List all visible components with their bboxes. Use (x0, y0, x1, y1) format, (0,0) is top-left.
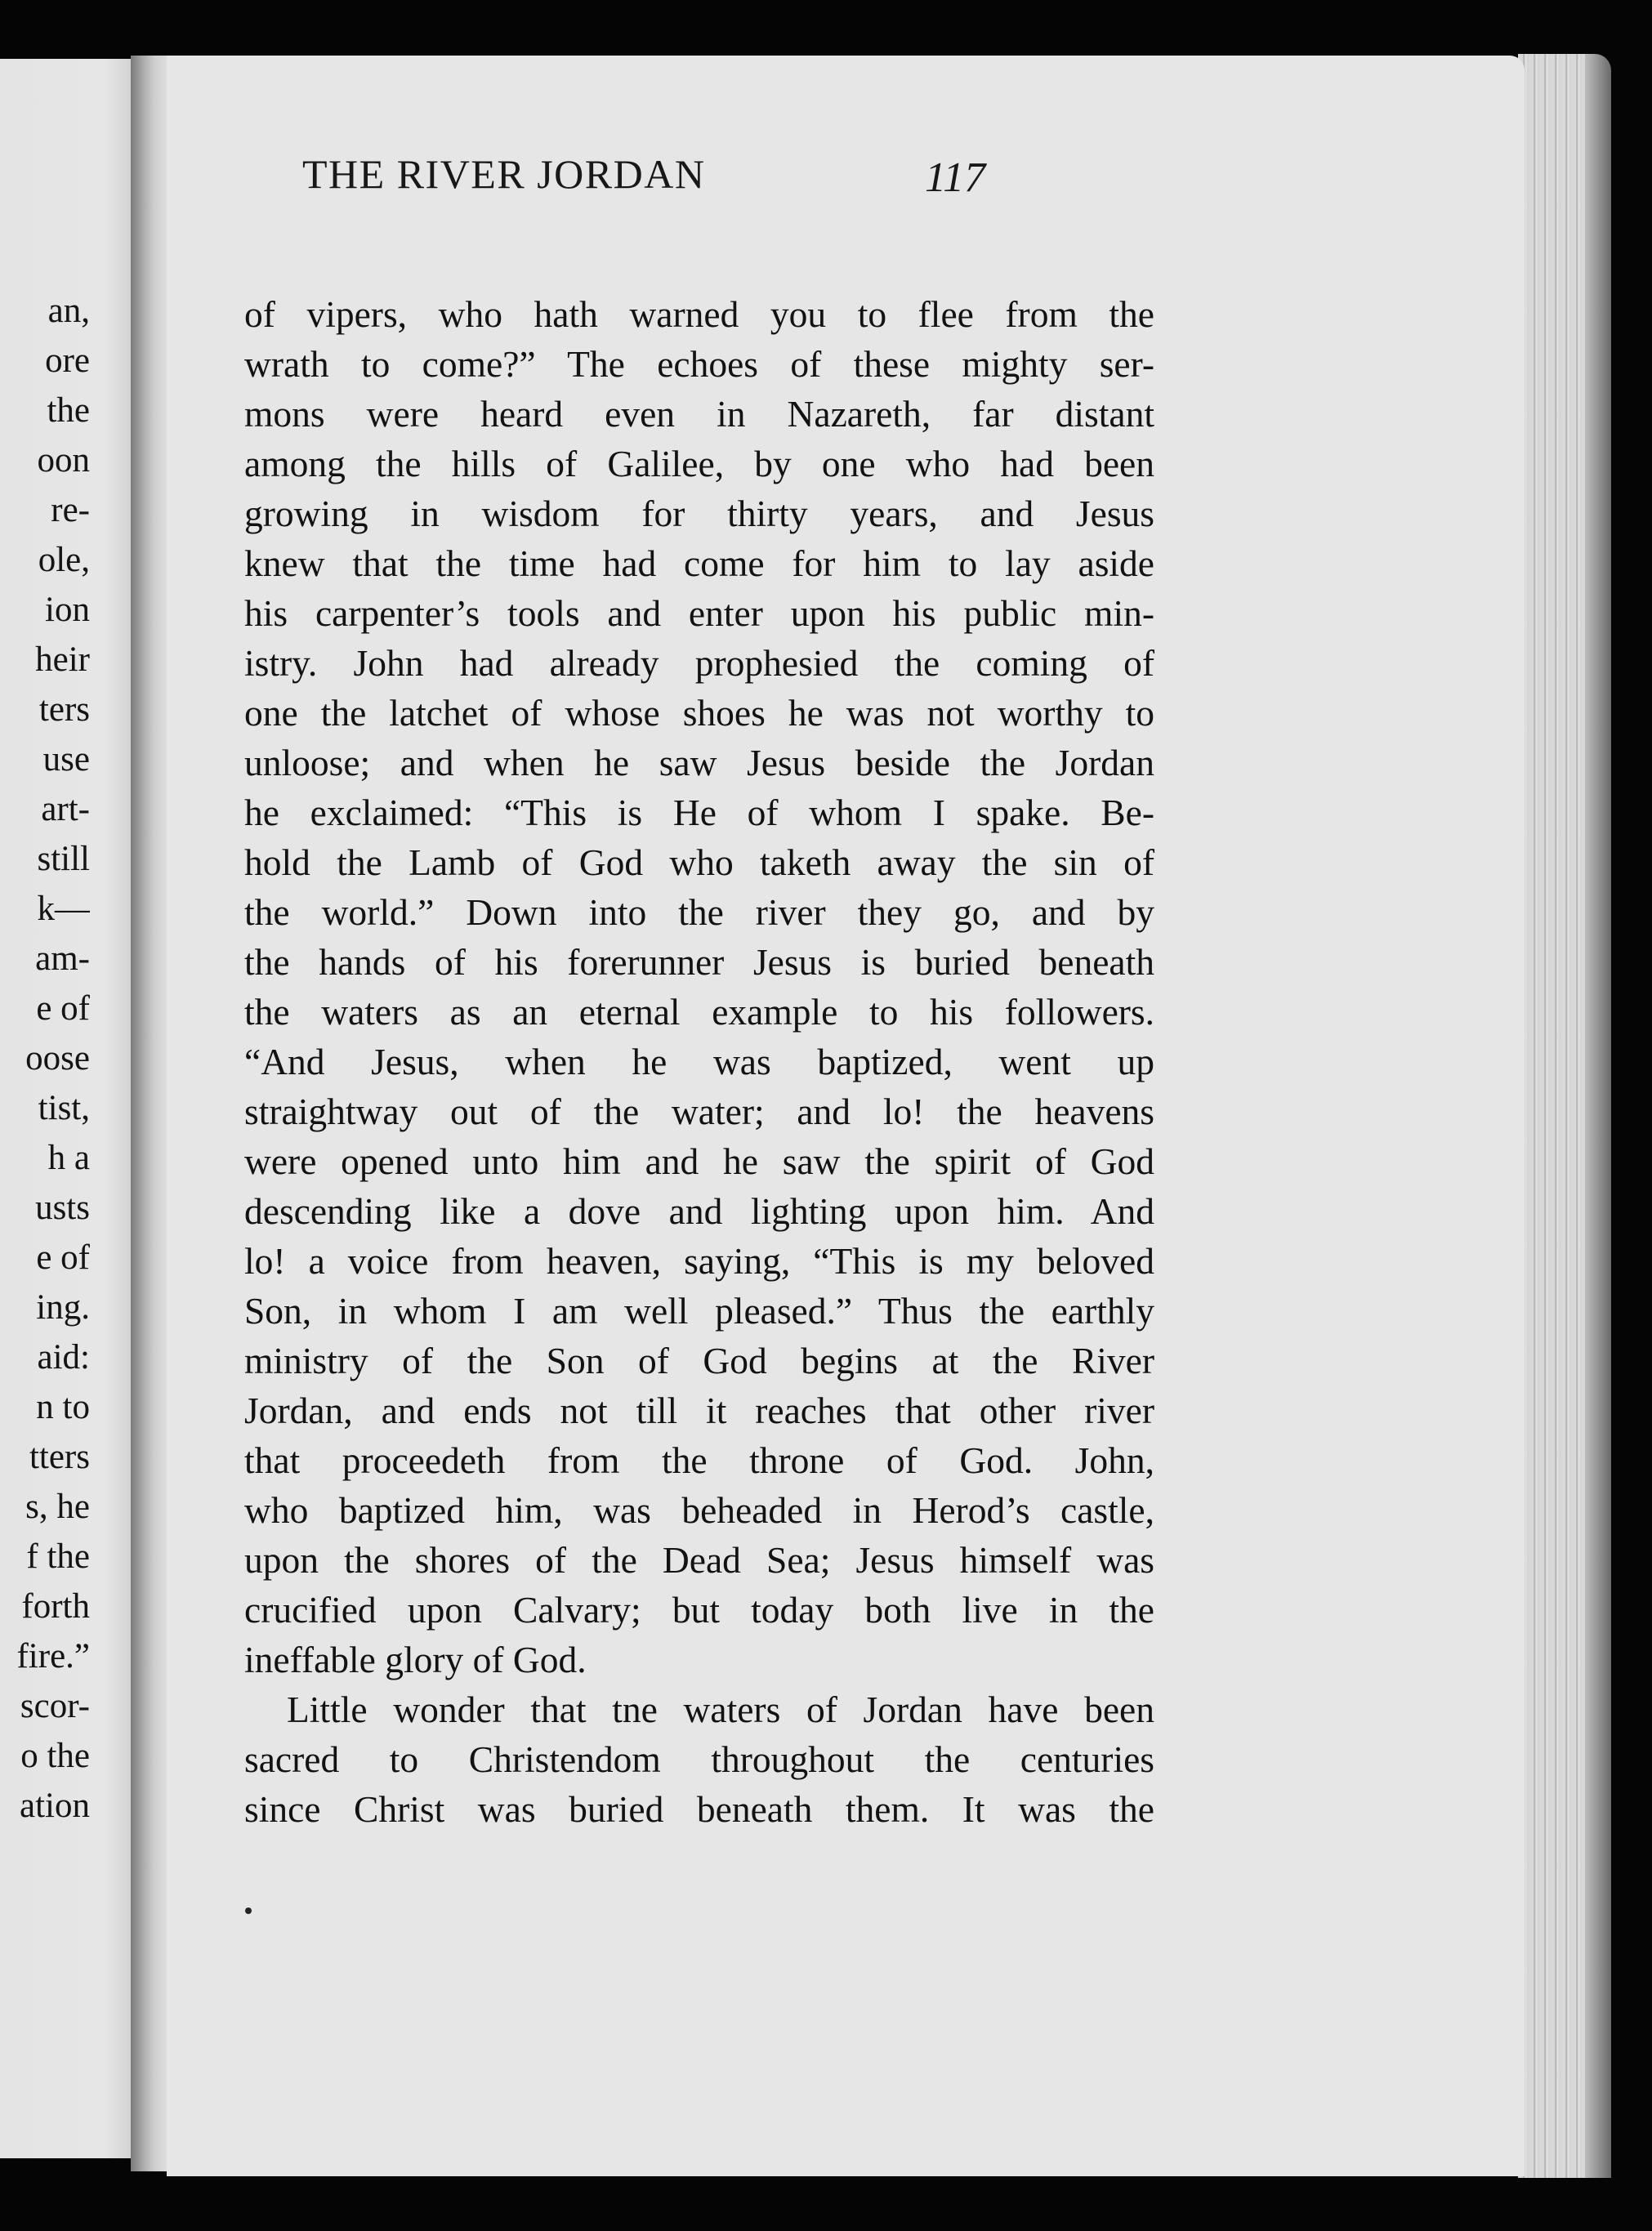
text-line: crucified upon Calvary; but today both live in the (244, 1589, 1154, 1631)
page-stack-shadow (1585, 54, 1611, 2178)
left-page-line: the (47, 391, 90, 430)
left-page-line: o the (20, 1737, 90, 1775)
text-line: Little wonder that tne waters of Jordan have been (287, 1689, 1154, 1730)
text-line: wrath to come?” The echoes of these mighty ser- (244, 343, 1154, 385)
text-line: were opened unto him and he saw the spirit of God (244, 1140, 1154, 1182)
text-line: lo! a voice from heaven, saying, “This is my beloved (244, 1240, 1154, 1282)
text-line: of vipers, who hath warned you to flee from the (244, 293, 1154, 335)
left-page-line: tters (29, 1438, 90, 1476)
left-page-line: am- (35, 939, 90, 978)
left-page-line: art- (41, 790, 90, 828)
left-page-line: ole, (38, 541, 90, 579)
left-page-line: h a (47, 1139, 90, 1177)
left-page-line: e of (36, 989, 90, 1028)
left-page-line: oose (25, 1039, 90, 1078)
text-line: istry. John had already prophesied the coming of (244, 642, 1154, 684)
left-page-line: still (37, 840, 90, 878)
text-line: that proceedeth from the throne of God. John, (244, 1439, 1154, 1481)
left-page-line: an, (47, 292, 90, 330)
text-line: ineffable glory of God. (244, 1639, 587, 1680)
left-page-line: tist, (38, 1089, 90, 1127)
left-page-line: s, he (25, 1488, 90, 1526)
text-line: straightway out of the water; and lo! the heavens (244, 1091, 1154, 1132)
text-line: who baptized him, was beheaded in Herod’s castle, (244, 1489, 1154, 1531)
text-line: ministry of the Son of God begins at the River (244, 1340, 1154, 1381)
left-page-line: heir (35, 640, 90, 679)
text-line: one the latchet of whose shoes he was not worthy to (244, 692, 1154, 734)
text-line: the world.” Down into the river they go, and by (244, 891, 1154, 933)
left-page-line: ters (38, 690, 90, 729)
left-page-line: scor- (20, 1687, 90, 1725)
left-page-line: use (42, 740, 90, 779)
body-text (244, 289, 1154, 1834)
left-page-line: oon (37, 441, 90, 480)
text-line: the waters as an eternal example to his followers. (244, 991, 1154, 1033)
left-page-line: e of (36, 1238, 90, 1277)
left-page-line: usts (35, 1189, 90, 1227)
left-page-line: ing. (36, 1288, 90, 1327)
text-line: “And Jesus, when he was baptized, went up (244, 1041, 1154, 1082)
text-line: among the hills of Galilee, by one who had been (244, 443, 1154, 484)
left-page-line: fire.” (16, 1637, 90, 1675)
running-title: THE RIVER JORDAN (302, 151, 706, 197)
text-line: upon the shores of the Dead Sea; Jesus himself was (244, 1539, 1154, 1581)
text-line: sacred to Christendom throughout the centuries (244, 1738, 1154, 1780)
text-line: growing in wisdom for thirty years, and Jesus (244, 493, 1154, 534)
text-line: unloose; and when he saw Jesus beside the Jordan (244, 742, 1154, 783)
text-line: he exclaimed: “This is He of whom I spake. Be- (244, 792, 1154, 833)
left-page-line: ore (45, 341, 90, 380)
page-number: 117 (925, 154, 986, 201)
left-page-line: forth (21, 1587, 90, 1626)
left-page-line: k— (37, 890, 90, 928)
left-page-line: ation (20, 1787, 90, 1825)
text-line: since Christ was buried beneath them. It was the (244, 1788, 1154, 1830)
text-line: the hands of his forerunner Jesus is buried beneath (244, 941, 1154, 983)
left-page-line: aid: (37, 1338, 90, 1377)
text-line: descending like a dove and lighting upon him. And (244, 1190, 1154, 1232)
book-gutter (131, 56, 170, 2171)
text-line: mons were heard even in Nazareth, far distant (244, 393, 1154, 435)
left-page-line: ion (45, 591, 90, 629)
left-page-line: re- (51, 491, 90, 529)
text-line: Son, in whom I am well pleased.” Thus the earthly (244, 1290, 1154, 1332)
left-page-line: n to (36, 1388, 90, 1426)
left-page-text (0, 286, 90, 1831)
left-page-line: f the (26, 1537, 90, 1576)
text-line: his carpenter’s tools and enter upon his public min- (244, 592, 1154, 634)
ink-speck (245, 1908, 252, 1914)
text-line: knew that the time had come for him to lay aside (244, 542, 1154, 584)
text-line: hold the Lamb of God who taketh away the sin of (244, 841, 1154, 883)
text-line: Jordan, and ends not till it reaches that other river (244, 1390, 1154, 1431)
